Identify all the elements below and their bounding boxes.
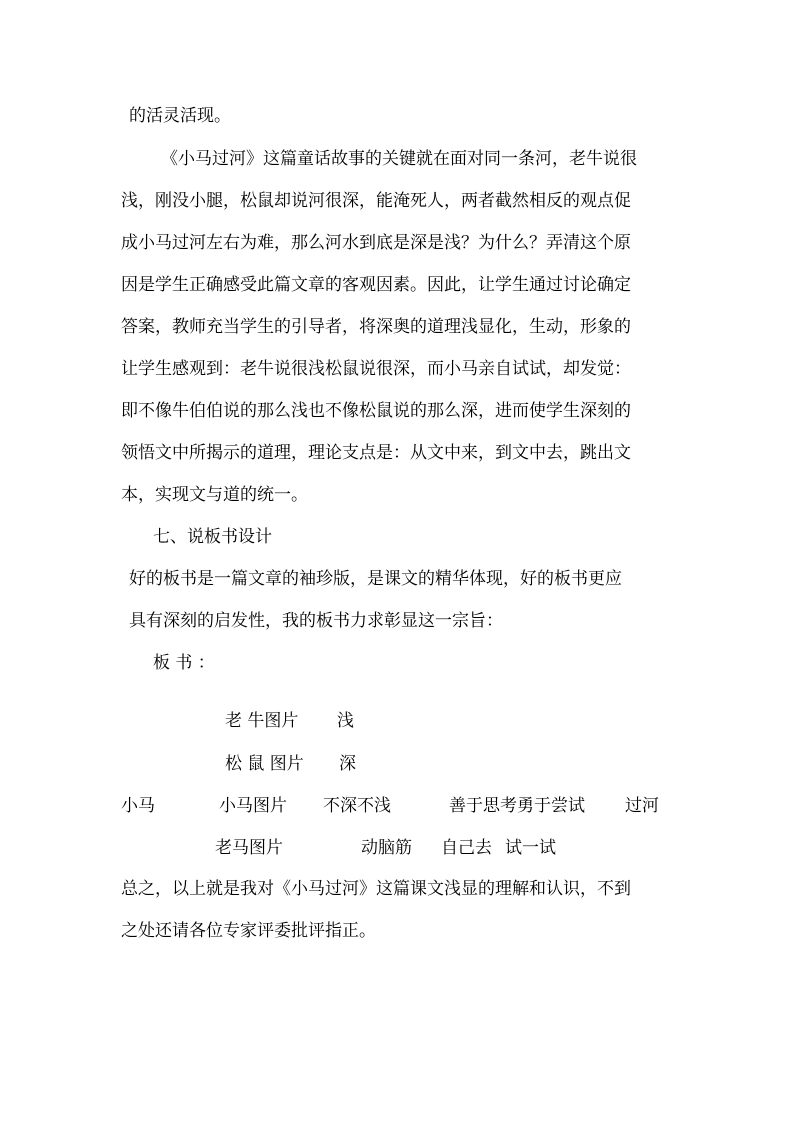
conclusion-line: 总之，以上就是我对《小马过河》这篇课文浅显的理解和认识，不到 [121,879,631,899]
board-try-it: 试一试 [505,838,556,858]
board-squirrel-picture: 松 鼠 图片 [225,754,304,774]
section-heading: 七、说板书设计 [153,527,272,547]
board-old-horse-picture: 老马图片 [215,838,283,858]
paragraph-line: 因是学生正确感受此篇文章的客观因素。因此，让学生通过讨论确定 [121,275,631,295]
paragraph-line: 浅，刚没小腿，松鼠却说河很深，能淹死人，两者截然相反的观点促 [121,191,631,211]
paragraph-line: 的活灵活现。 [129,106,231,126]
board-use-brain: 动脑筋 [361,838,412,858]
paragraph-line: 本，实现文与道的统一。 [121,485,308,505]
paragraph-line: 让学生感观到：老牛说很浅松鼠说很深，而小马亲自试试，却发觉： [121,359,631,379]
board-little-horse-picture: 小马图片 [219,796,287,816]
board-neither-deep-nor-shallow: 不深不浅 [323,796,391,816]
paragraph-line: 好的板书是一篇文章的袖珍版，是课文的精华体现，好的板书更应 [129,569,622,589]
board-cross-river: 过河 [625,796,659,816]
paragraph-line: 领悟文中所揭示的道理，理论支点是：从文中来，到文中去，跳出文 [121,443,631,463]
board-little-horse: 小马 [121,796,155,816]
board-deep: 深 [339,754,356,774]
board-go-yourself: 自己去 [441,838,492,858]
paragraph-line: 成小马过河左右为难，那么河水到底是深是浅？为什么？弄清这个原 [121,233,631,253]
paragraph-line: 答案，教师充当学生的引导者，将深奥的道理浅显化，生动，形象的 [121,317,631,337]
board-old-cow-picture: 老 牛图片 [225,711,299,731]
board-label: 板 书 ： [153,653,215,673]
conclusion-line: 之处还请各位专家评委批评指正。 [121,921,376,941]
paragraph-line: 《小马过河》这篇童话故事的关键就在面对同一条河，老牛说很 [161,149,637,169]
paragraph-line: 具有深刻的启发性，我的板书力求彰显这一宗旨： [129,611,503,631]
paragraph-line: 即不像牛伯伯说的那么浅也不像松鼠说的那么深，进而使学生深刻的 [121,401,631,421]
board-shallow: 浅 [337,711,354,731]
board-think-and-try: 善于思考勇于尝试 [449,796,585,816]
